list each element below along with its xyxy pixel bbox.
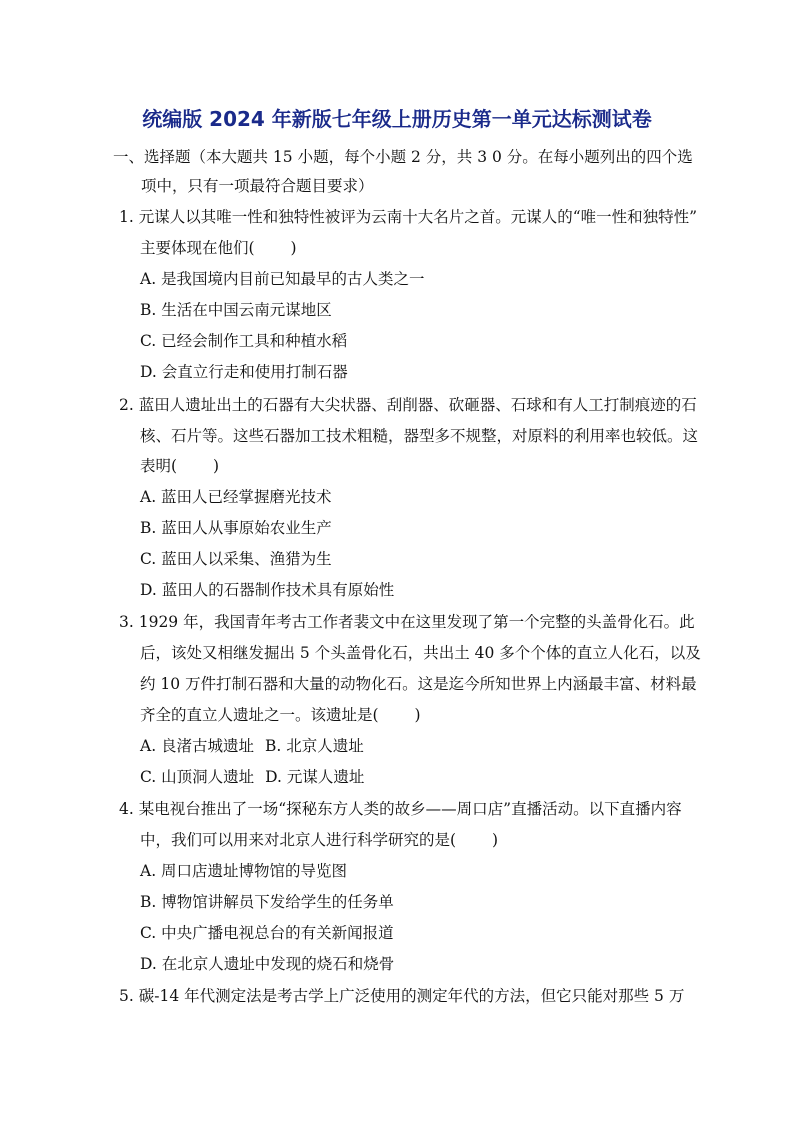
question-1-option-d: D. 会直立行走和使用打制石器: [140, 363, 348, 381]
question-4-option-d: D. 在北京人遗址中发现的烧石和烧骨: [140, 955, 395, 973]
section-instructions-line-1: 一、选择题（本大题共 15 小题，每个小题 2 分，共 3 0 分。在每小题列出的四个选: [113, 148, 693, 166]
question-4-line-2: 中，我们可以用来对北京人进行科学研究的是( ): [140, 831, 499, 849]
question-3-line-1: 3. 1929 年，我国青年考古工作者裴文中在这里发现了第一个完整的头盖骨化石。此: [119, 613, 695, 631]
question-4-option-b: B. 博物馆讲解员下发给学生的任务单: [140, 893, 394, 911]
question-2-option-d: D. 蓝田人的石器制作技术具有原始性: [140, 581, 395, 599]
question-3-option-c: C. 山顶洞人遗址: [140, 768, 255, 786]
question-4-option-a: A. 周口店遗址博物馆的导览图: [140, 862, 348, 880]
question-3-option-d: D. 元谋人遗址: [265, 768, 365, 786]
question-3-line-3: 约 10 万件打制石器和大量的动物化石。这是迄今所知世界上内涵最丰富、材料最: [140, 675, 697, 693]
question-3-options-row-2: [140, 767, 364, 787]
question-1-line-2: 主要体现在他们( ): [140, 239, 297, 257]
question-3-line-4: 齐全的直立人遗址之一。该遗址是( ): [140, 706, 421, 724]
question-4-line-1: 4. 某电视台推出了一场“探秘东方人类的故乡——周口店”直播活动。以下直播内容: [119, 800, 682, 818]
question-1-option-c: C. 已经会制作工具和种植水稻: [140, 332, 348, 350]
question-3-option-b: B. 北京人遗址: [265, 737, 364, 755]
question-2-line-1: 2. 蓝田人遗址出土的石器有大尖状器、刮削器、砍砸器、石球和有人工打制痕迹的石: [119, 396, 697, 414]
question-1-line-1: 1. 元谋人以其唯一性和独特性被评为云南十大名片之首。元谋人的“唯一性和独特性”: [119, 208, 698, 226]
question-1-option-b: B. 生活在中国云南元谋地区: [140, 301, 332, 319]
question-2-option-a: A. 蓝田人已经掌握磨光技术: [140, 488, 332, 506]
page-title: 统编版 2024 年新版七年级上册历史第一单元达标测试卷: [142, 107, 652, 131]
question-2-option-c: C. 蓝田人以采集、渔猎为生: [140, 550, 332, 568]
question-2-option-b: B. 蓝田人从事原始农业生产: [140, 519, 332, 537]
question-2-line-2: 核、石片等。这些石器加工技术粗糙，器型多不规整，对原料的利用率也较低。这: [140, 427, 699, 445]
question-1-option-a: A. 是我国境内目前已知最早的古人类之一: [140, 270, 425, 288]
section-instructions-line-2: 项中，只有一项最符合题目要求）: [141, 177, 374, 195]
question-3-option-a: A. 良渚古城遗址: [140, 737, 255, 755]
question-4-option-c: C. 中央广播电视总台的有关新闻报道: [140, 924, 394, 942]
question-3-options-row-1: [140, 736, 364, 756]
question-3-line-2: 后，该处又相继发掘出 5 个头盖骨化石，共出土 40 多个个体的直立人化石，以及: [140, 644, 701, 662]
question-5-line-1: 5. 碳-14 年代测定法是考古学上广泛使用的测定年代的方法，但它只能对那些 5 万: [119, 987, 685, 1005]
question-2-line-3: 表明( ): [140, 457, 220, 475]
